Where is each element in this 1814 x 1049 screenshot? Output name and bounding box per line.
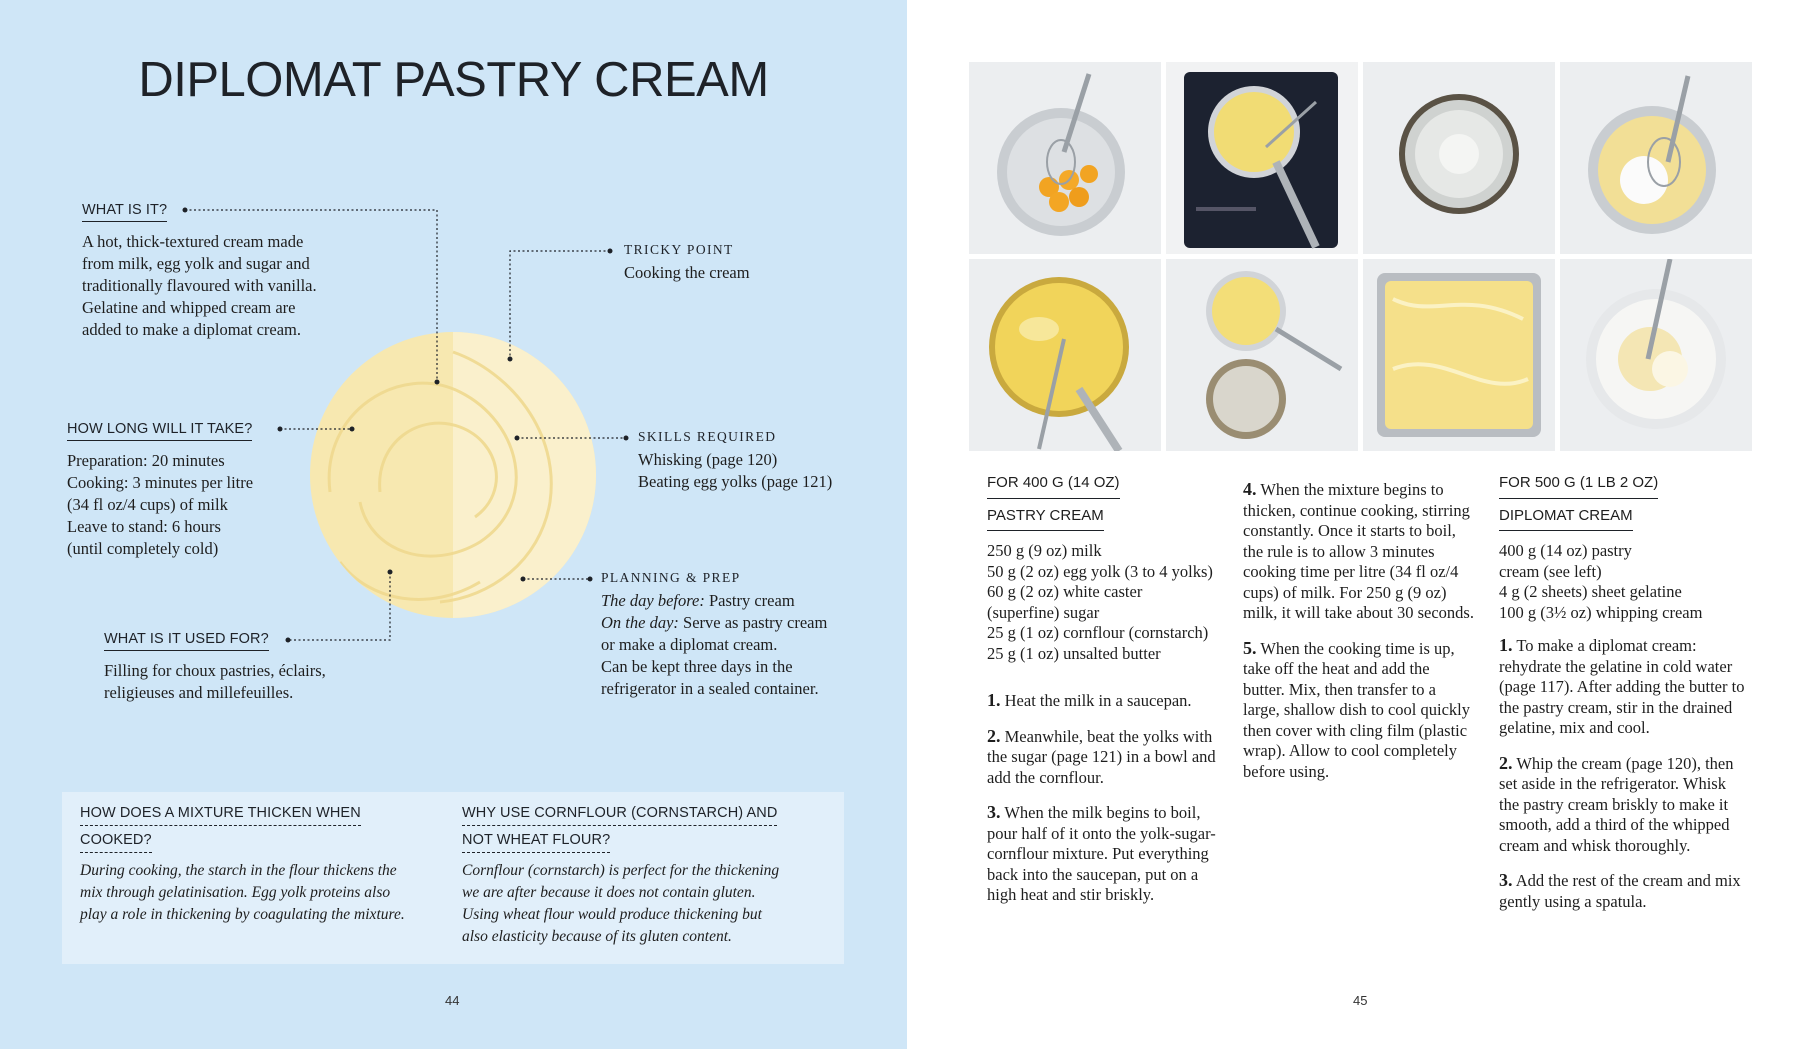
diplomat-cream-heading: FOR 500 G (1 LB 2 OZ) (1499, 473, 1658, 499)
faq-box (62, 792, 844, 964)
faq-answer (462, 860, 832, 948)
text-line: (until completely cold) (67, 539, 219, 558)
step-number: 5. (1243, 637, 1257, 658)
flour-in-bowl-photo (1560, 62, 1752, 254)
step-text: Add the rest of the cream and mix gently using a spatula. (1499, 871, 1741, 911)
text-line: added to make a diplomat cream. (82, 320, 301, 339)
day-before-label: The day before: (601, 591, 705, 610)
how-long-section (67, 420, 253, 560)
step-number: 3. (1499, 870, 1513, 890)
tricky-point-section (624, 242, 750, 284)
step-number: 2. (1499, 752, 1513, 773)
faq-question: COOKED? (80, 832, 152, 853)
text-line: mix through gelatinisation. Egg yolk proteins also (80, 884, 391, 901)
step-text: When the cooking time is up, take off the heat and add the butter. Mix, then transfer to a large, shallow dish to cool quickly then cover with cling film (plastic wrap). Allow to cool completely before using. (1243, 638, 1470, 781)
text-line: Leave to stand: 6 hours (67, 517, 221, 536)
skills-text (638, 449, 832, 493)
step-number: 4. (1243, 479, 1257, 499)
used-for-text (104, 660, 326, 704)
text-line: Gelatine and whipped cream are (82, 298, 296, 317)
step-text: Whip the cream (page 120), then set aside in the refrigerator. Whisk the pastry cream briskly to make it smooth, add a third of the whipped cream and whisk thoroughly. (1499, 753, 1734, 855)
text-line: A hot, thick-textured cream made (82, 232, 304, 251)
ingredient-item: 4 g (2 sheets) sheet gelatine (1499, 582, 1682, 601)
step-number: 1. (987, 690, 1001, 710)
ingredient-item: (superfine) sugar (987, 602, 1100, 622)
how-long-text (67, 450, 253, 560)
text-line: we are after because it does not contain gluten. (462, 884, 756, 901)
method-step (1499, 635, 1745, 739)
whipped-cream-bowl-photo (1560, 259, 1752, 451)
text-line: or make a diplomat cream. (601, 635, 778, 654)
diplomat-cream-column (1499, 472, 1745, 926)
page-number: 44 (445, 993, 460, 1008)
planning-heading: PLANNING & PREP (601, 570, 741, 585)
faq-question: WHY USE CORNFLOUR (CORNSTARCH) AND (462, 805, 777, 826)
step-number: 1. (1499, 635, 1513, 655)
what-is-it-text (82, 231, 317, 341)
text-line: Cooking: 3 minutes per litre (67, 473, 254, 492)
planning-text (601, 590, 827, 700)
text-line (601, 612, 827, 634)
day-before-text: Pastry cream (704, 591, 795, 610)
text-line: play a role in thickening by coagulating the mixture. (80, 906, 405, 923)
method-step (1499, 870, 1745, 912)
ingredient-item: cream (see left) (1499, 561, 1602, 581)
ingredient-list (987, 541, 1227, 664)
page-number: 45 (1353, 993, 1368, 1008)
ingredient-item: 50 g (2 oz) egg yolk (3 to 4 yolks) (987, 561, 1213, 581)
step-number: 3. (987, 802, 1001, 822)
right-page (907, 0, 1814, 1049)
ingredient-item: 250 g (9 oz) milk (987, 541, 1102, 560)
what-is-it-section (82, 201, 317, 341)
ingredient-item: 25 g (1 oz) cornflour (cornstarch) (987, 623, 1209, 642)
ingredient-item: 60 g (2 oz) white caster (987, 582, 1143, 601)
method-step (987, 690, 1227, 712)
step-text: Heat the milk in a saucepan. (1004, 691, 1192, 710)
text-line: Cornflour (cornstarch) is perfect for the thickening (462, 862, 780, 879)
tricky-point-heading: TRICKY POINT (624, 242, 734, 257)
text-line: Can be kept three days in the (601, 657, 793, 676)
page-title: DIPLOMAT PASTRY CREAM (138, 53, 769, 107)
step-text: To make a diplomat cream: rehydrate the gelatine in cold water (page 117). After adding the butter to the pastry cream, stir in the drained gelatine, mix and cool. (1499, 636, 1745, 737)
diplomat-cream-heading: DIPLOMAT CREAM (1499, 506, 1633, 532)
what-is-it-heading: WHAT IS IT? (82, 202, 167, 222)
on-day-label: On the day: (601, 613, 679, 632)
pastry-cream-column (987, 472, 1227, 920)
milk-in-pan-photo (1363, 62, 1555, 254)
ingredient-item: 100 g (3½ oz) whipping cream (1499, 602, 1703, 622)
pastry-cream-heading: PASTRY CREAM (987, 506, 1104, 532)
text-line: from milk, egg yolk and sugar and (82, 254, 310, 273)
step-number: 2. (987, 725, 1001, 746)
used-for-section (104, 630, 326, 704)
skills-heading: SKILLS REQUIRED (638, 429, 777, 444)
step-text: When the milk begins to boil, pour half of it onto the yolk-sugar-cornflour mixture. Put everything back into the saucepan, put on a high heat and stir briskly. (987, 803, 1216, 904)
used-for-heading: WHAT IS IT USED FOR? (104, 631, 269, 651)
cream-and-gelatine-photo (1166, 259, 1358, 451)
faq-question: NOT WHEAT FLOUR? (462, 832, 610, 853)
planning-section (601, 570, 827, 700)
text-line: also elasticity because of its gluten content. (462, 928, 732, 945)
faq-item (80, 804, 440, 926)
pastry-cream-heading: FOR 400 G (14 OZ) (987, 473, 1120, 499)
faq-answer (80, 860, 440, 926)
text-line: Whisking (page 120) (638, 450, 778, 469)
text-line: (34 fl oz/4 cups) of milk (67, 495, 228, 514)
faq-item (462, 804, 832, 948)
how-long-heading: HOW LONG WILL IT TAKE? (67, 421, 252, 441)
text-line (601, 590, 827, 612)
text-line: Preparation: 20 minutes (67, 451, 225, 470)
text-line: Filling for choux pastries, éclairs, (104, 661, 326, 680)
step-text: Meanwhile, beat the yolks with the sugar (page 121) in a bowl and add the cornflour. (987, 726, 1216, 787)
method-step (1499, 753, 1745, 857)
text-line: Using wheat flour would produce thickening but (462, 906, 762, 923)
faq-question: HOW DOES A MIXTURE THICKEN WHEN (80, 805, 361, 826)
ingredient-item: 400 g (14 oz) pastry (1499, 541, 1632, 560)
method-step (1243, 638, 1475, 783)
method-step (987, 802, 1227, 906)
text-line: religieuses and millefeuilles. (104, 683, 294, 702)
step-text: When the mixture begins to thicken, continue cooking, stirring constantly. Once it starts to boil, the rule is to allow 3 minutes cooking time per litre (34 fl oz/4 cups) of milk. For 250 g (9 oz) milk, it will take about 30 seconds. (1243, 480, 1474, 622)
cream-in-dish-photo (1363, 259, 1555, 451)
text-line: During cooking, the starch in the flour thickens the (80, 862, 397, 879)
tricky-point-text: Cooking the cream (624, 263, 750, 282)
step-photo-grid (969, 62, 1757, 452)
text-line: refrigerator in a sealed container. (601, 679, 819, 698)
on-day-text: Serve as pastry cream (678, 613, 828, 632)
text-line: traditionally flavoured with vanilla. (82, 276, 317, 295)
egg-yolks-bowl-photo (969, 62, 1161, 254)
skills-section (638, 429, 832, 493)
ingredient-item: 25 g (1 oz) unsalted butter (987, 643, 1161, 663)
saucepan-on-hob-photo (1166, 62, 1358, 254)
pastry-cream-continued-column (1243, 479, 1475, 796)
butter-in-cream-photo (969, 259, 1161, 451)
method-step (1243, 479, 1475, 624)
text-line: Beating egg yolks (page 121) (638, 472, 833, 491)
ingredient-list (1499, 541, 1745, 623)
method-step (987, 726, 1227, 789)
